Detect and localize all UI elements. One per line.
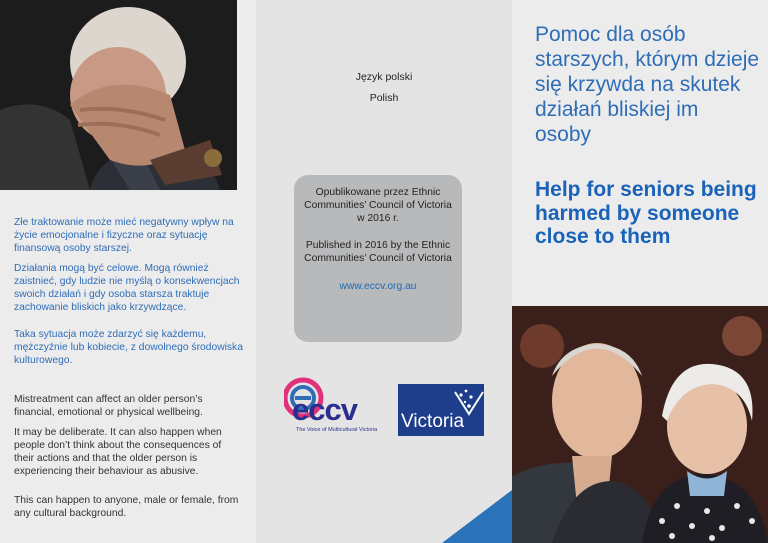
victoria-logo-text: Victoria: [401, 411, 465, 432]
language-polish: Język polski: [355, 71, 413, 83]
polish-paragraph-2: Działania mogą być celowe. Mogą również zaistnieć, gdy ludzie nie myślą o konsekwencjach swoich działań i gdy osoba starsza traktuje zachowanie bliskich jako krzywdzące.: [14, 263, 240, 313]
english-paragraph-2: It may be deliberate. It can also happen when people don’t think about the consequences of their actions and that the older person is experiencing their behaviour as abusive.: [14, 427, 222, 477]
published-by-english: Published in 2016 by the Ethnic Communities’ Council of Victoria: [304, 240, 452, 264]
blue-triangle-bottom: [442, 490, 512, 543]
polish-paragraph-1: Złe traktowanie może mieć negatywny wpływ na życie emocjonalne i fizyczne oraz sytuację finansową osoby starszej.: [14, 217, 234, 254]
title-polish: Pomoc dla osób starszych, którym dzieje się krzywda na skutek działań bliskiej im osoby: [535, 23, 760, 146]
title-english: Help for seniors being harmed by someone close to them: [535, 178, 757, 248]
publisher-box: [294, 175, 462, 342]
website-link[interactable]: www.eccv.org.au: [339, 281, 417, 292]
eccv-tagline: The Voice of Multicultural Victoria: [296, 427, 378, 433]
english-paragraph-1: Mistreatment can affect an older person’s financial, emotional or physical wellbeing.: [14, 394, 203, 418]
language-block: [256, 67, 512, 109]
eccv-logo-text: eccv: [292, 392, 357, 427]
language-english: Polish: [369, 92, 399, 104]
victoria-logo: [398, 384, 484, 436]
published-by-polish: Opublikowane przez Ethnic Communities’ Council of Victoria w 2016 r.: [304, 187, 452, 224]
english-paragraph-3: This can happen to anyone, male or female, from any cultural background.: [14, 495, 239, 519]
eccv-logo: [284, 376, 384, 440]
polish-paragraph-3: Taka sytuacja może zdarzyć się każdemu, mężczyźnie lub kobiecie, z dowolnego środowiska kulturowego.: [14, 329, 243, 366]
southern-cross-stars-icon: [459, 390, 472, 408]
photo-senior-couple: [512, 306, 768, 543]
photo-distressed-senior: [0, 0, 237, 190]
